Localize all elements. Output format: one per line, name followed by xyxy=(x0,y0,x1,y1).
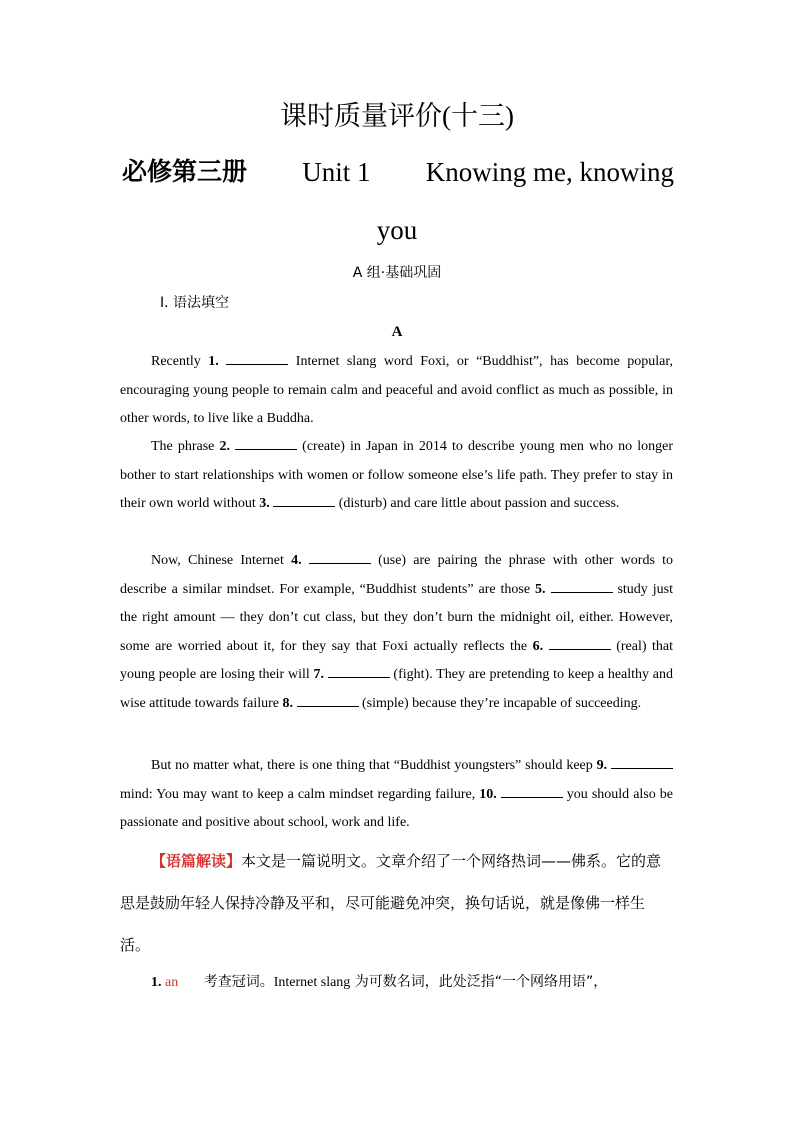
answer-blank[interactable] xyxy=(328,663,390,678)
passage-analysis xyxy=(120,840,673,966)
answer-blank[interactable] xyxy=(273,492,335,507)
paragraph-3: Now, Chinese Internet 4. (use) are pairing the phrase with other words to describe a similar mindset. For example, “Buddhist students” are those 5. study just the right amount — they don’t cut class, but they don’t burn the midnight oil, either. However, some are worried about it, for they say that Foxi actually reflects the 6. (real) that young people are losing their will 7. (fight). They are pretending to keep a healthy and wise attitude towards failure 8. (simple) because they’re incapable of succeeding. xyxy=(120,547,673,718)
page-title: 课时质量评价(十三) xyxy=(280,101,514,131)
blank-number: 2. xyxy=(219,439,230,454)
paragraph-4: But no matter what, there is one thing that “Buddhist youngsters” should keep 9. mind: You may want to keep a calm mindset regarding failure, 10. you should also be passionate and positive about school, work and life. xyxy=(120,752,673,838)
analysis-tag: 【语篇解读】 xyxy=(151,852,242,870)
blank-number: 3. xyxy=(259,496,270,511)
answer-blank[interactable] xyxy=(549,635,611,650)
passage-label: A xyxy=(391,324,403,340)
blank-number: 4. xyxy=(291,553,302,568)
unit-topic-continued: you xyxy=(376,215,418,245)
answer-explanation-1: 1. an 考查冠词。Internet slang 为可数名词，此处泛指“一个网络用语”， xyxy=(151,974,608,990)
answer-blank[interactable] xyxy=(235,435,297,450)
answer-blank[interactable] xyxy=(611,754,673,769)
answer-blank[interactable] xyxy=(501,783,563,798)
blank-number: 7. xyxy=(313,667,324,682)
blank-number: 1. xyxy=(208,354,219,369)
answer-blank[interactable] xyxy=(297,692,359,707)
answer-value: an xyxy=(165,975,179,990)
answer-blank[interactable] xyxy=(309,549,371,564)
group-heading: A 组·基础巩固 xyxy=(352,265,442,281)
blank-number: 6. xyxy=(532,638,544,654)
blank-number: 9. xyxy=(596,758,608,773)
blank-number: 10. xyxy=(479,786,497,802)
answer-blank[interactable] xyxy=(551,578,613,593)
page-subtitle xyxy=(122,152,674,192)
book-name: 必修第三册 xyxy=(122,157,248,186)
paragraph-1: Recently 1. Internet slang word Foxi, or “Buddhist”, has become popular, encouraging young people to remain calm and peaceful and avoid conflict as much as possible, in other words, to live like a Buddha. xyxy=(120,348,673,434)
unit-number: Unit 1 xyxy=(302,157,371,187)
blank-number: 5. xyxy=(535,581,546,597)
answer-number: 1. xyxy=(151,975,162,990)
answer-blank[interactable] xyxy=(226,350,288,365)
paragraph-2: The phrase 2. (create) in Japan in 2014 to describe young men who no longer bother to start relationships with women or follow someone else’s life path. They prefer to stay in their own world without 3. (disturb) and care little about passion and success. xyxy=(120,433,673,519)
blank-number: 8. xyxy=(282,695,294,711)
section-heading: Ⅰ. 语法填空 xyxy=(160,295,230,311)
unit-topic: Knowing me, knowing xyxy=(425,157,674,187)
analysis-text: 本文是一篇说明文。文章介绍了一个网络热词——佛系。它的意思是鼓励年轻人保持冷静及平和，尽可能避免冲突，换句话说，就是像佛一样生活。 xyxy=(120,852,662,954)
